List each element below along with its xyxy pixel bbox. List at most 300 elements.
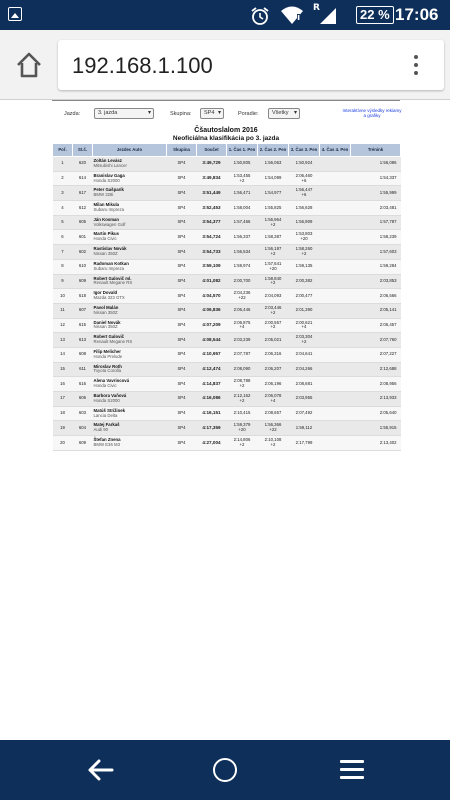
driver-cell [93,157,167,172]
back-icon[interactable] [86,756,114,784]
run2-time: 2:06,196 [264,380,282,386]
sum-cell: 4:12,474 [197,362,227,377]
run4-cell [320,201,351,216]
group-cell: SP4 [167,215,197,230]
group-cell: SP4 [167,377,197,392]
driver-cell [93,186,167,201]
group-cell: SP4 [167,157,197,172]
run1-cell [227,333,258,348]
run2-cell [258,377,289,392]
table-row [53,274,401,289]
group-cell: SP4 [167,245,197,260]
skupina-select[interactable] [200,108,224,119]
run1-penalty: +2 [239,397,245,403]
start-number-cell: 608 [73,347,93,362]
group-cell: SP4 [167,303,197,318]
run3-cell [289,377,320,392]
position-cell: 1 [53,157,73,172]
sum-cell: 3:49,729 [197,157,227,172]
run2-time: 1:54,977 [264,189,282,195]
header-group: Skupina [167,144,197,157]
sum-cell: 4:27,004 [197,436,227,451]
group-cell: SP4 [167,171,197,186]
run1-cell [227,259,258,274]
run1-penalty: +20 [238,427,246,433]
overflow-menu-icon[interactable] [410,53,422,79]
run4-cell [320,303,351,318]
run3-time: 2:07,492 [295,410,313,416]
run4-cell [320,362,351,377]
training-cell: 2:03,481 [351,201,401,216]
driver-cell [93,421,167,436]
sum-cell: 4:06,836 [197,303,227,318]
run2-cell [258,421,289,436]
run4-cell [320,259,351,274]
run1-time: 2:06,875 [233,319,251,325]
run2-cell [258,201,289,216]
run3-penalty: +2 [301,250,307,256]
header-run3: 3. Čas 3. Pen [289,144,320,157]
start-number-cell: 618 [73,289,93,304]
car-name: Honda Prelude [93,353,123,359]
run1-time: 1:53,455 [233,172,251,178]
position-cell: 13 [53,333,73,348]
run1-penalty: +4 [239,324,245,330]
position-cell: 4 [53,201,73,216]
driver-name: Alena Vavrincová [93,378,130,384]
driver-cell [93,392,167,407]
battery-level: 22 % [360,7,390,22]
run4-cell [320,347,351,362]
car-name: Honda S2000 [93,177,120,183]
group-cell: SP4 [167,230,197,245]
position-cell: 7 [53,245,73,260]
sum-cell: 3:59,109 [197,259,227,274]
driver-name: Martin Pikus [93,231,120,237]
driver-name: Ján Kosman [93,216,120,222]
run2-cell [258,171,289,186]
table-row [53,436,401,451]
sum-cell: 4:14,837 [197,377,227,392]
classification-title: Neoficiálna klasifikácia po 3. jazda [172,135,280,142]
driver-cell [93,289,167,304]
run2-penalty: +2 [270,250,276,256]
run2-time: 2:08,657 [264,410,282,416]
page-top-divider [52,100,400,101]
run1-cell [227,318,258,333]
run2-cell [258,215,289,230]
driver-cell [93,215,167,230]
run3-cell [289,289,320,304]
sum-cell: 4:01,082 [197,274,227,289]
table-row [53,289,401,304]
run2-time: 2:03,446 [264,304,282,310]
training-cell: 2:08,956 [351,377,401,392]
header-start-number: St.č. [73,144,93,157]
car-name: Renault Megane RS [93,280,133,286]
sum-cell: 4:08,544 [197,333,227,348]
group-cell: SP4 [167,318,197,333]
run2-time: 2:05,021 [264,336,282,342]
driver-name: Miroslav Roth [93,363,122,369]
run1-cell [227,362,258,377]
run3-time: 2:03,304 [295,334,313,340]
training-cell: 1:55,999 [351,186,401,201]
group-cell: SP4 [167,259,197,274]
sum-cell: 4:07,209 [197,318,227,333]
position-cell: 14 [53,347,73,362]
table-row [53,230,401,245]
run3-time: 1:59,135 [295,263,313,269]
driver-cell [93,436,167,451]
table-row [53,347,401,362]
table-row [53,406,401,421]
results-table [52,143,401,451]
header-driver-car: Jezdec Auto [93,144,167,157]
home-icon[interactable] [14,50,44,80]
table-row [53,392,401,407]
position-cell: 16 [53,377,73,392]
home-circle-icon[interactable] [213,758,237,782]
run1-time: 2:06,446 [233,307,251,313]
sum-cell: 3:54,733 [197,245,227,260]
run4-cell [320,171,351,186]
system-nav-bar [0,740,450,800]
event-title: Čšautoslalom 2016 [194,127,258,134]
driver-cell [93,230,167,245]
poradie-select[interactable] [268,108,300,119]
run2-penalty: +22 [269,427,277,433]
table-row [53,157,401,172]
header-training: Trénink [351,144,401,157]
run2-cell [258,318,289,333]
driver-name: Robert Galovič [93,334,125,340]
car-name: Mitsubishi Lancer [93,162,127,168]
clock: 17:06 [395,5,439,24]
run3-time: 2:06,460 [295,172,313,178]
run1-cell [227,157,258,172]
results-heading [52,127,400,143]
table-row [53,421,401,436]
run3-cell [289,303,320,318]
run2-penalty: +2 [270,441,276,447]
training-cell: 1:57,603 [351,245,401,260]
training-cell: 2:07,227 [351,347,401,362]
car-name: Nissan 350Z [93,250,118,256]
run3-cell [289,245,320,260]
position-cell: 5 [53,215,73,230]
driver-name: Barbora Vaňová [93,393,127,399]
run3-penalty: +6 [301,177,307,183]
run3-time: 2:04,641 [295,351,313,357]
run4-cell [320,186,351,201]
car-name: Subaru Impreza [93,265,125,271]
position-cell: 6 [53,230,73,245]
driver-cell [93,406,167,421]
run2-penalty: +2 [270,309,276,315]
run1-cell [227,406,258,421]
driver-name: Radoman Kotkan [93,260,129,266]
driver-cell [93,377,167,392]
table-row [53,245,401,260]
run3-time: 1:56,628 [295,204,313,210]
run1-time: 1:59,974 [233,263,251,269]
run3-cell [289,406,320,421]
run1-cell [227,274,258,289]
interactive-results-link[interactable]: Interaktívne výsledky rekiamy a grafiky [342,108,402,118]
car-name: BMW 328i [93,192,114,198]
training-cell: 2:05,141 [351,303,401,318]
run2-cell [258,230,289,245]
driver-name: Štefan Znena [93,437,121,443]
run3-penalty: +6 [301,192,307,198]
browser-toolbar [0,30,450,100]
car-name: Mazda 323 GTX [93,295,125,301]
driver-cell [93,362,167,377]
position-cell: 20 [53,436,73,451]
car-name: Honda Civic [93,383,117,389]
run3-time: 2:03,955 [295,395,313,401]
run4-cell [320,333,351,348]
run4-cell [320,289,351,304]
run3-cell [289,318,320,333]
poradie-label: Poradie: [238,111,259,117]
position-cell: 12 [53,318,73,333]
run3-time: 1:59,112 [295,424,313,430]
run3-time: 2:08,681 [295,380,313,386]
sum-cell: 4:04,570 [197,289,227,304]
run1-time: 1:56,337 [233,233,251,239]
training-cell: 2:05,640 [351,406,401,421]
poradie-select-value: Všetky [272,110,289,116]
run1-time: 1:56,534 [233,248,251,254]
run2-time: 1:54,099 [264,175,282,181]
driver-cell [93,171,167,186]
run2-cell [258,347,289,362]
run2-cell [258,186,289,201]
run3-cell [289,157,320,172]
run1-time: 2:07,787 [233,351,251,357]
group-cell: SP4 [167,274,197,289]
run1-time: 2:14,806 [233,437,251,443]
run4-cell [320,245,351,260]
header-run4: 4. Čas 4. Pen [320,144,351,157]
driver-cell [93,303,167,318]
driver-cell [93,245,167,260]
run1-time: 2:03,239 [233,336,251,342]
run2-time: 1:56,366 [264,422,282,428]
driver-name: Filip Melicher [93,348,121,354]
run4-cell [320,215,351,230]
header-position: Poř. [53,144,73,157]
run3-time: 1:50,924 [295,160,313,166]
header-run2: 2. Čas 2. Pen [258,144,289,157]
run2-time: 1:56,197 [264,246,282,252]
start-number-cell: 615 [73,318,93,333]
position-cell: 18 [53,406,73,421]
run3-time: 2:00,621 [295,319,313,325]
sum-cell: 3:49,834 [197,171,227,186]
sum-cell: 3:54,724 [197,230,227,245]
training-cell: 2:07,760 [351,333,401,348]
wifi-icon [280,5,304,25]
run2-cell [258,333,289,348]
car-name: Toyota Corolla [93,368,121,374]
driver-name: Peter Gašparík [93,187,124,193]
menu-icon[interactable] [340,760,364,780]
url-text: 192.168.1.100 [72,53,213,78]
driver-name: Rastislav Novák [93,246,127,252]
run1-time: 1:50,805 [233,160,251,166]
car-name: Volkswagen Golf [93,221,126,227]
run2-cell [258,436,289,451]
run2-time: 1:56,063 [264,160,282,166]
training-cell: 2:03,853 [351,274,401,289]
position-cell: 19 [53,421,73,436]
table-row [53,186,401,201]
skupina-label: Skupina: [170,111,192,117]
driver-cell [93,274,167,289]
position-cell: 8 [53,259,73,274]
driver-cell [93,333,167,348]
driver-name: Robert Galovič ml. [93,275,132,281]
position-cell: 9 [53,274,73,289]
run4-cell [320,274,351,289]
run2-time: 1:55,825 [264,204,282,210]
run4-cell [320,406,351,421]
run1-penalty: +2 [239,177,245,183]
run4-cell [320,421,351,436]
run2-time: 2:06,078 [264,393,282,399]
run1-time: 2:04,236 [233,290,251,296]
run3-cell [289,333,320,348]
start-number-cell: 611 [73,362,93,377]
table-row [53,171,401,186]
run1-cell [227,303,258,318]
training-cell: 1:59,284 [351,259,401,274]
run2-cell [258,303,289,318]
run3-cell [289,230,320,245]
car-name: Nissan 350Z [93,309,118,315]
car-name: Lancia Delta [93,412,118,418]
run4-cell [320,318,351,333]
run1-time: 1:56,471 [233,189,251,195]
group-cell: SP4 [167,201,197,216]
run1-time: 1:58,004 [233,204,251,210]
training-cell: 1:55,915 [351,421,401,436]
run3-penalty: +4 [301,324,307,330]
skupina-select-value: SP4 [204,110,215,116]
run4-cell [320,157,351,172]
run1-cell [227,421,258,436]
run3-time: 2:04,266 [295,366,313,372]
group-cell: SP4 [167,436,197,451]
run1-cell [227,186,258,201]
sum-cell: 3:52,453 [197,201,227,216]
driver-name: Matej Farkaš [93,422,120,428]
training-cell: 1:54,337 [351,171,401,186]
table-body [53,157,401,451]
run2-cell [258,259,289,274]
run1-time: 2:00,700 [233,277,251,283]
training-cell: 2:13,402 [351,436,401,451]
table-row [53,303,401,318]
driver-name: Daniel Novák [93,319,121,325]
run2-cell [258,274,289,289]
run3-time: 2:00,382 [295,277,313,283]
table-row [53,333,401,348]
run3-time: 1:56,447 [295,187,313,193]
run2-penalty: +2 [270,221,276,227]
sum-cell: 3:51,449 [197,186,227,201]
start-number-cell: 602 [73,245,93,260]
run2-time: 1:56,964 [264,216,282,222]
roaming-indicator: R [313,3,320,13]
group-cell: SP4 [167,289,197,304]
run1-cell [227,377,258,392]
training-cell: 2:06,566 [351,289,401,304]
start-number-cell: 606 [73,392,93,407]
run3-time: 1:58,260 [295,246,313,252]
run1-time: 2:08,090 [233,366,251,372]
start-number-cell: 616 [73,377,93,392]
run2-time: 2:00,557 [264,319,282,325]
run3-cell [289,171,320,186]
driver-name: Igor Dovald [93,290,118,296]
run2-time: 2:06,207 [264,366,282,372]
run3-time: 2:01,390 [295,307,313,313]
run2-penalty: +2 [270,324,276,330]
run4-cell [320,377,351,392]
run2-cell [258,157,289,172]
training-cell: 2:12,688 [351,362,401,377]
run1-time: 2:10,415 [233,410,251,416]
start-number-cell: 605 [73,215,93,230]
run3-time: 2:17,799 [295,439,313,445]
jazda-select[interactable] [94,108,154,119]
alarm-icon [250,6,270,26]
training-cell: 1:56,096 [351,157,401,172]
position-cell: 17 [53,392,73,407]
run2-penalty: +4 [270,397,276,403]
table-row [53,201,401,216]
signal-icon [318,7,338,25]
position-cell: 3 [53,186,73,201]
run1-cell [227,230,258,245]
start-number-cell: 610 [73,259,93,274]
group-cell: SP4 [167,406,197,421]
car-name: Honda S2000 [93,397,120,403]
header-run1: 1. Čas 1. Pen [227,144,258,157]
run3-time: 1:53,803 [295,231,313,237]
table-row [53,377,401,392]
jazda-select-value: 3. jazda [98,110,118,116]
driver-cell [93,347,167,362]
group-cell: SP4 [167,421,197,436]
run4-cell [320,436,351,451]
group-cell: SP4 [167,186,197,201]
run3-cell [289,392,320,407]
run4-cell [320,392,351,407]
run1-time: 2:12,162 [233,393,251,399]
run2-cell [258,392,289,407]
group-cell: SP4 [167,347,197,362]
run3-time: 1:56,909 [295,219,313,225]
url-field[interactable] [58,40,444,90]
run3-penalty: +2 [301,339,307,345]
filter-bar [60,108,400,122]
car-name: Nissan 350Z [93,324,118,330]
